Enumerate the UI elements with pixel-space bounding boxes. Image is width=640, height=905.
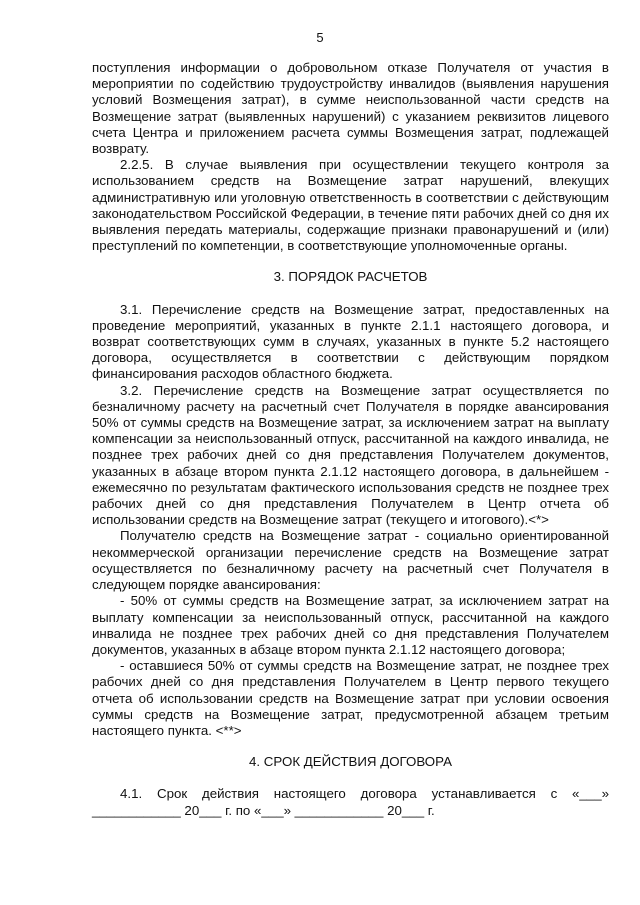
paragraph-3-1: 3.1. Перечисление средств на Возмещение затрат, предоставленных на проведение мероприятий, указанных в пункте 2.1.1 настоящего договора, и возврат соответствующих сумм в случаях, указанных в пункте 5.2 настоящего договора, осуществляется в соответствии с действующим порядком финансирования расходов областного бюджета. bbox=[92, 301, 609, 382]
paragraph-advance-50-first: - 50% от суммы средств на Возмещение затрат, за исключением затрат на выплату компенсации за неиспользованный отпуск, рассчитанной на каждого инвалида не позднее трех рабочих дней со дня представления Получателем документов, указанных в абзаце втором пункта 2.1.12 настоящего договора; bbox=[92, 593, 609, 657]
paragraph-sono-recipient: Получателю средств на Возмещение затрат - социально ориентированной некоммерческой организации перечисление средств на Возмещение затрат осуществляется по безналичному расчету на расчетный счет Получателя в следующем порядке авансирования: bbox=[92, 528, 609, 593]
paragraph-refund-info: поступления информации о добровольном отказе Получателя от участия в мероприятии по содействию трудоустройству инвалидов (выявления нарушения условий Возмещения затрат), в сумме неиспользованной части средств на Возмещение затрат (выявленных нарушений) с указанием реквизитов лицевого счета Центра и приложением расчета суммы Возмещения затрат, подлежащей возврату. bbox=[92, 60, 609, 157]
page-number: 5 bbox=[316, 30, 324, 45]
section-4-heading: 4. СРОК ДЕЙСТВИЯ ДОГОВОРА bbox=[249, 754, 452, 770]
section-3-heading: 3. ПОРЯДОК РАСЧЕТОВ bbox=[273, 269, 428, 285]
paragraph-3-2: 3.2. Перечисление средств на Возмещение затрат осуществляется по безналичному расчету на расчетный счет Получателя в порядке авансирования 50% от суммы средств на Возмещение затрат, за исключением затрат на выплату компенсации за неиспользованный отпуск, рассчитанной на каждого инвалида, не позднее трех рабочих дней со дня представления Получателем документов, указанных в абзаце втором пункта 2.1.12 настоящего договора, в дальнейшем - ежемесячно по результатам фактического использования средств не позднее трех рабочих дней со дня представления Получателем в Центр отчета об использовании средств на Возмещение затрат (текущего и итогового).<*> bbox=[92, 382, 609, 528]
paragraph-advance-50-remaining: - оставшиеся 50% от суммы средств на Возмещение затрат, не позднее трех рабочих дней со дня представления Получателем в Центр первого текущего отчета об использовании средств на Возмещение затрат при условии освоения суммы средств на Возмещение затрат, предусмотренной абзацем третьим настоящего пункта. <**> bbox=[92, 658, 609, 738]
paragraph-2-2-5: 2.2.5. В случае выявления при осуществлении текущего контроля за использованием средств на Возмещение затрат нарушений, влекущих административную или уголовную ответственность в соответствии с действующим законодательством Российской Федерации, в течение пяти рабочих дней со дня их выявления передать материалы, содержащие признаки правонарушений и (или) преступлений по компетенции, в соответствующие уполномоченные органы. bbox=[92, 157, 609, 254]
paragraph-4-1: 4.1. Срок действия настоящего договора устанавливается с «___» ____________ 20___ г. по «___» ____________ 20___ г. bbox=[92, 786, 609, 818]
document-body bbox=[92, 60, 609, 819]
